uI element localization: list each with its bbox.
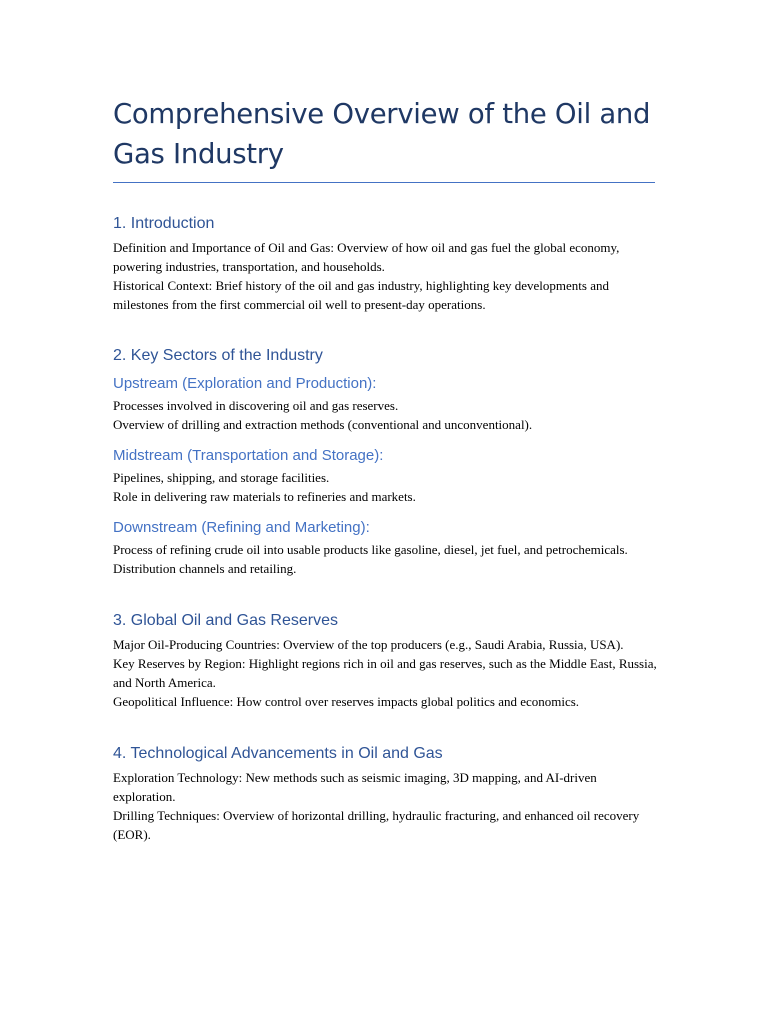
paragraph-key-reserves: Key Reserves by Region: Highlight regions rich in oil and gas reserves, such as the Middle East, Russia, and North America. xyxy=(113,656,657,690)
section-heading-key-sectors: 2. Key Sectors of the Industry xyxy=(113,347,323,364)
subsection-heading-upstream: Upstream (Exploration and Production): xyxy=(113,375,377,392)
paragraph-downstream-refining: Process of refining crude oil into usable products like gasoline, diesel, jet fuel, and petrochemicals. xyxy=(113,542,628,557)
subsection-heading-midstream: Midstream (Transportation and Storage): xyxy=(113,447,384,464)
section-reserves xyxy=(113,610,658,711)
paragraph-upstream-processes: Processes involved in discovering oil and gas reserves. xyxy=(113,398,399,413)
paragraph-midstream-pipelines: Pipelines, shipping, and storage facilities. xyxy=(113,470,330,485)
paragraph-exploration-technology: Exploration Technology: New methods such as seismic imaging, 3D mapping, and AI-driven exploration. xyxy=(113,770,597,804)
subsection-midstream xyxy=(113,446,658,506)
paragraph-historical-context: Historical Context: Brief history of the oil and gas industry, highlighting key developments and milestones from the first commercial oil well to present-day operations. xyxy=(113,278,609,312)
subsection-heading-downstream: Downstream (Refining and Marketing): xyxy=(113,519,370,536)
section-key-sectors xyxy=(113,345,658,578)
section-heading-technology: 4. Technological Advancements in Oil and Gas xyxy=(113,745,443,762)
paragraph-drilling-techniques: Drilling Techniques: Overview of horizontal drilling, hydraulic fracturing, and enhanced oil recovery (EOR). xyxy=(113,808,640,842)
paragraph-downstream-distribution: Distribution channels and retailing. xyxy=(113,561,297,576)
title-divider xyxy=(113,182,655,183)
paragraph-geopolitical-influence: Geopolitical Influence: How control over reserves impacts global politics and economics. xyxy=(113,694,580,709)
paragraph-major-producers: Major Oil-Producing Countries: Overview of the top producers (e.g., Saudi Arabia, Russia, USA). xyxy=(113,637,624,652)
subsection-downstream xyxy=(113,518,658,578)
subsection-upstream xyxy=(113,374,658,434)
section-heading-reserves: 3. Global Oil and Gas Reserves xyxy=(113,612,338,629)
section-introduction xyxy=(113,213,658,314)
document-page xyxy=(113,94,658,844)
paragraph-upstream-drilling: Overview of drilling and extraction methods (conventional and unconventional). xyxy=(113,417,533,432)
paragraph-definition: Definition and Importance of Oil and Gas: Overview of how oil and gas fuel the global economy, powering industries, transportation, and households. xyxy=(113,240,620,274)
section-heading-introduction: 1. Introduction xyxy=(113,215,215,232)
paragraph-midstream-role: Role in delivering raw materials to refineries and markets. xyxy=(113,489,416,504)
section-technology xyxy=(113,743,658,844)
document-title: Comprehensive Overview of the Oil and Gas Industry xyxy=(113,98,651,170)
